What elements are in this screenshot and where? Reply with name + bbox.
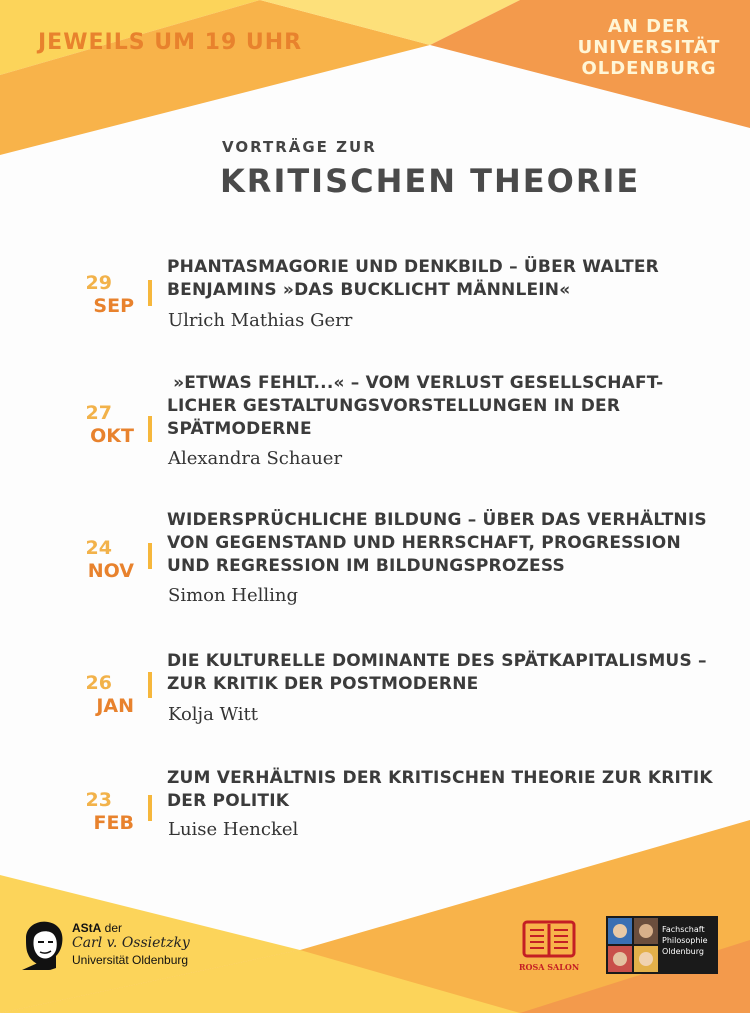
- event-date: [60, 672, 142, 718]
- event-month: OKT: [90, 425, 134, 447]
- talk-title: [167, 256, 727, 302]
- talk-title-line: PHANTASMAGORIE UND DENKBILD – ÜBER WALTER: [167, 257, 659, 277]
- book-icon: [518, 918, 580, 960]
- event-month: SEP: [93, 295, 134, 317]
- speaker-name: Alexandra Schauer: [168, 448, 343, 469]
- talk-title-line: ZUM VERHÄLTNIS DER KRITISCHEN THEORIE ZUR KRITIK: [167, 768, 713, 788]
- talk-title-line: VON GEGENSTAND UND HERRSCHAFT, PROGRESSION: [167, 533, 681, 553]
- event-day: 23: [85, 789, 112, 811]
- event-day: 27: [85, 402, 112, 424]
- date-divider: [148, 416, 152, 442]
- talk-title: [167, 650, 727, 696]
- location-line: UNIVERSITÄT: [577, 37, 721, 58]
- talk-title-line: LICHER GESTALTUNGSVORSTELLUNGEN IN DER: [167, 396, 621, 416]
- event-date: [60, 537, 142, 583]
- talk-title-line: »ETWAS FEHLT...« – VOM VERLUST GESELLSCHAFT-: [167, 373, 664, 393]
- asta-word-suffix: der: [101, 921, 123, 935]
- event-day: 24: [85, 537, 112, 559]
- event-day: 29: [85, 272, 112, 294]
- talk-title-line: DIE KULTURELLE DOMINANTE DES SPÄTKAPITALISMUS –: [167, 651, 707, 671]
- location-line: AN DER: [607, 16, 691, 37]
- fachschaft-line: Oldenburg: [662, 947, 704, 956]
- asta-university: Universität Oldenburg: [72, 953, 189, 967]
- date-divider: [148, 543, 152, 569]
- location-line: OLDENBURG: [581, 58, 717, 79]
- rosa-salon-label: ROSA SALON: [518, 962, 580, 972]
- speaker-name: Luise Henckel: [168, 819, 299, 840]
- fachschaft-line: Philosophie: [662, 936, 708, 945]
- location-note: [564, 16, 734, 79]
- fachschaft-label: [662, 924, 718, 957]
- talk-title: [167, 372, 727, 441]
- talk-title-line: ZUR KRITIK DER POSTMODERNE: [167, 674, 479, 694]
- date-divider: [148, 795, 152, 821]
- event-date: [60, 789, 142, 835]
- philosophers-portraits-icon: [606, 916, 660, 974]
- speaker-name: Kolja Witt: [168, 704, 258, 725]
- talk-title-line: UND REGRESSION IM BILDUNGSPROZESS: [167, 556, 565, 576]
- event-day: 26: [85, 672, 112, 694]
- event-date: [60, 272, 142, 318]
- event-month: NOV: [87, 560, 134, 582]
- talk-title-line: BENJAMINS »DAS BUCKLICHT MÄNNLEIN«: [167, 280, 571, 300]
- event-month: FEB: [93, 812, 134, 834]
- date-divider: [148, 280, 152, 306]
- event-date: [60, 402, 142, 448]
- asta-signature: Carl v. Ossietzky: [72, 935, 190, 951]
- event-month: JAN: [96, 695, 134, 717]
- portrait-icon: [20, 920, 68, 972]
- speaker-name: Simon Helling: [168, 585, 299, 606]
- talk-title: [167, 767, 727, 813]
- fachschaft-line: Fachschaft: [662, 925, 705, 934]
- date-divider: [148, 672, 152, 698]
- talk-title-line: DER POLITIK: [167, 791, 290, 811]
- rosa-salon-logo: [518, 918, 580, 976]
- talk-title: [167, 509, 727, 578]
- series-title: KRITISCHEN THEORIE: [220, 162, 641, 200]
- talk-title-line: WIDERSPRÜCHLICHE BILDUNG – ÜBER DAS VERHÄLTNIS: [167, 510, 707, 530]
- time-note: JEWEILS UM 19 UHR: [38, 30, 303, 55]
- fachschaft-logo: [606, 916, 718, 974]
- asta-logo: [20, 915, 220, 975]
- talk-title-line: SPÄTMODERNE: [167, 419, 312, 439]
- speaker-name: Ulrich Mathias Gerr: [168, 310, 353, 331]
- asta-word: AStA: [72, 921, 102, 935]
- series-subtitle: VORTRÄGE ZUR: [222, 138, 377, 156]
